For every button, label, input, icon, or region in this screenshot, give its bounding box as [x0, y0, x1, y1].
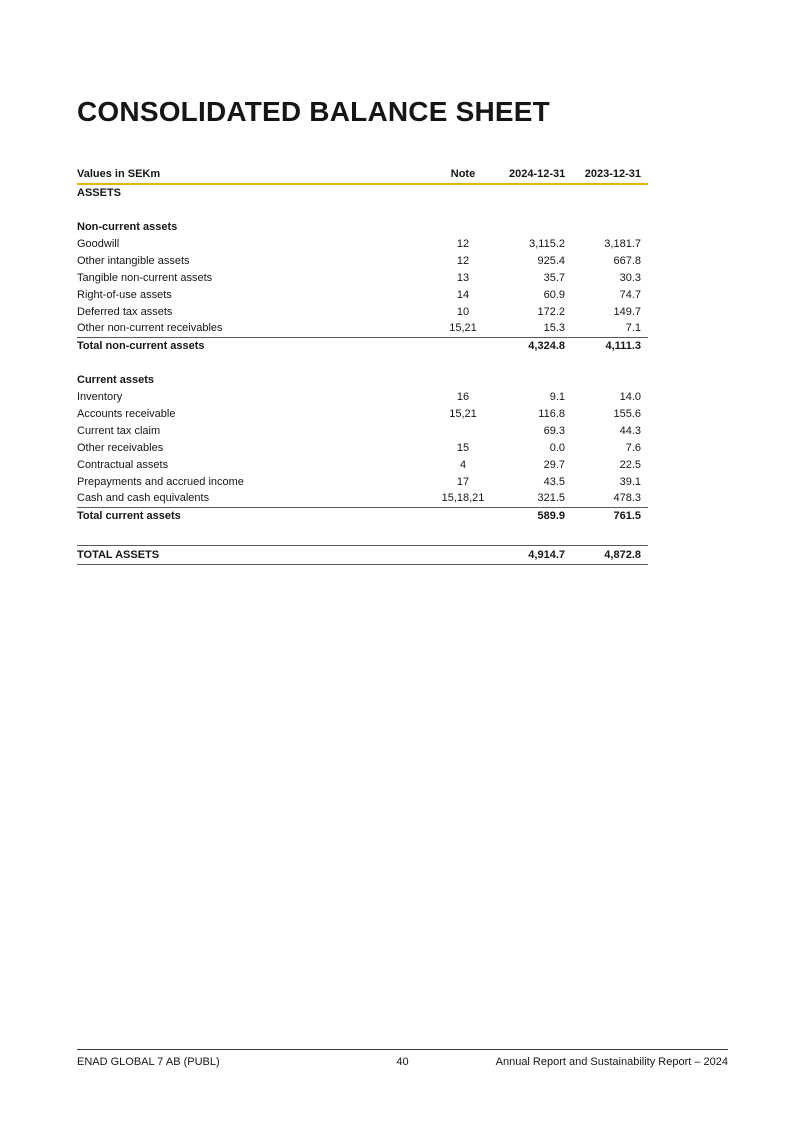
table-row-spacer: [77, 201, 648, 218]
row-label: Tangible non-current assets: [77, 271, 213, 284]
page-footer: [77, 1049, 728, 1075]
value-2023-cell: 4,872.8: [572, 545, 648, 564]
spacer-cell: [77, 201, 648, 218]
note-cell: 15,21: [449, 407, 477, 420]
value-2023-cell: 155.6: [613, 407, 641, 420]
value-2023-cell: 7.6: [625, 441, 641, 454]
table-row: [77, 388, 648, 405]
note-cell: 4: [459, 458, 467, 471]
table-row: [77, 490, 648, 507]
value-2024-cell: 3,115.2: [529, 237, 565, 250]
note-cell: 16: [456, 390, 470, 403]
value-2024-cell: 69.3: [543, 424, 565, 437]
table-row-spacer-large: [77, 524, 648, 545]
value-2024-cell: 29.7: [543, 458, 565, 471]
table-row-spacer: [77, 354, 648, 371]
value-2024-cell: 4,324.8: [509, 337, 572, 354]
value-2024-cell: 589.9: [509, 507, 572, 524]
value-2023-cell: 761.5: [572, 507, 648, 524]
table-row: [77, 439, 648, 456]
value-2024-cell: 0.0: [549, 441, 565, 454]
row-label: Goodwill: [77, 237, 120, 250]
value-2024-cell: 172.2: [537, 305, 565, 318]
balance-sheet-table: [77, 165, 648, 565]
column-header-2023-12-31: 2023-12-31: [572, 165, 648, 184]
value-2023-cell: 22.5: [619, 458, 641, 471]
note-cell: [417, 371, 509, 388]
row-label: Other receivables: [77, 441, 164, 454]
table-row: [77, 422, 648, 439]
value-2024-cell: [509, 184, 572, 201]
row-label: Other non-current receivables: [77, 322, 223, 335]
table-row-grand-total: [77, 545, 648, 564]
value-2024-cell: 4,914.7: [509, 545, 572, 564]
table-row: [77, 473, 648, 490]
note-cell: [417, 545, 509, 564]
row-label: Contractual assets: [77, 458, 169, 471]
row-label: Inventory: [77, 390, 123, 403]
page-title: CONSOLIDATED BALANCE SHEET: [77, 96, 550, 127]
note-cell: 15,18,21: [441, 492, 485, 505]
row-label: Current assets: [77, 373, 155, 386]
note-cell: 15,21: [449, 322, 477, 335]
table-row: [77, 235, 648, 252]
row-label: ASSETS: [77, 187, 122, 200]
note-cell: 17: [456, 475, 470, 488]
spacer-cell: [77, 354, 648, 371]
table-row-subheader: [77, 218, 648, 235]
note-cell: 13: [456, 271, 470, 284]
page-content: [77, 0, 728, 565]
row-label: Deferred tax assets: [77, 305, 173, 318]
note-cell: [417, 507, 509, 524]
row-label: TOTAL ASSETS: [77, 545, 417, 564]
note-cell: 12: [456, 237, 470, 250]
value-2024-cell: 35.7: [543, 271, 565, 284]
spacer-cell: [77, 524, 648, 545]
value-2023-cell: 39.1: [619, 475, 641, 488]
value-2023-cell: 4,111.3: [572, 337, 648, 354]
note-cell: 15: [456, 441, 470, 454]
note-cell: 14: [456, 288, 470, 301]
value-2023-cell: 667.8: [613, 254, 641, 267]
footer-report-title: Annual Report and Sustainability Report – 2024: [495, 1056, 728, 1068]
table-row-subheader: [77, 371, 648, 388]
value-2023-cell: 44.3: [619, 424, 641, 437]
row-label: Total current assets: [77, 507, 417, 524]
table-row-total: [77, 337, 648, 354]
row-label: Non-current assets: [77, 220, 178, 233]
row-label: Accounts receivable: [77, 407, 176, 420]
value-2024-cell: [509, 218, 572, 235]
note-cell: 12: [456, 254, 470, 267]
value-2023-cell: 7.1: [625, 322, 641, 335]
value-2024-cell: 43.5: [543, 475, 565, 488]
column-header-note: Note: [417, 165, 509, 184]
table-row: [77, 252, 648, 269]
table-header-row: [77, 165, 648, 184]
row-label: Cash and cash equivalents: [77, 492, 210, 505]
value-2023-cell: 74.7: [619, 288, 641, 301]
table-row: [77, 286, 648, 303]
value-2023-cell: [572, 371, 648, 388]
value-2024-cell: 321.5: [537, 492, 565, 505]
value-2024-cell: 60.9: [543, 288, 565, 301]
value-2024-cell: 116.8: [538, 407, 565, 420]
value-2024-cell: 925.4: [537, 254, 565, 267]
value-2024-cell: [509, 371, 572, 388]
row-label: Prepayments and accrued income: [77, 475, 244, 488]
value-2023-cell: 3,181.7: [604, 237, 641, 250]
table-row: [77, 456, 648, 473]
table-row-total: [77, 507, 648, 524]
note-cell: [417, 184, 509, 201]
value-2023-cell: 149.7: [613, 305, 641, 318]
value-2023-cell: 14.0: [619, 390, 641, 403]
note-cell: 10: [456, 305, 470, 318]
column-header-values-in-sekm: Values in SEKm: [77, 165, 417, 184]
value-2023-cell: [572, 184, 648, 201]
table-row-section: [77, 184, 648, 201]
row-label: Current tax claim: [77, 424, 161, 437]
row-label: Total non-current assets: [77, 337, 417, 354]
footer-company-name: ENAD GLOBAL 7 AB (PUBL): [77, 1056, 220, 1068]
row-label: Right-of-use assets: [77, 288, 172, 301]
value-2023-cell: 30.3: [619, 271, 641, 284]
value-2024-cell: 9.1: [549, 390, 565, 403]
table-row: [77, 320, 648, 337]
table-row: [77, 405, 648, 422]
table-row: [77, 269, 648, 286]
value-2024-cell: 15.3: [543, 322, 565, 335]
note-cell: [417, 337, 509, 354]
column-header-2024-12-31: 2024-12-31: [509, 165, 572, 184]
table-row: [77, 303, 648, 320]
note-cell: [417, 218, 509, 235]
value-2023-cell: [572, 218, 648, 235]
row-label: Other intangible assets: [77, 254, 190, 267]
footer-page-number: 40: [396, 1056, 409, 1068]
value-2023-cell: 478.3: [613, 492, 641, 505]
note-cell: [417, 422, 509, 439]
